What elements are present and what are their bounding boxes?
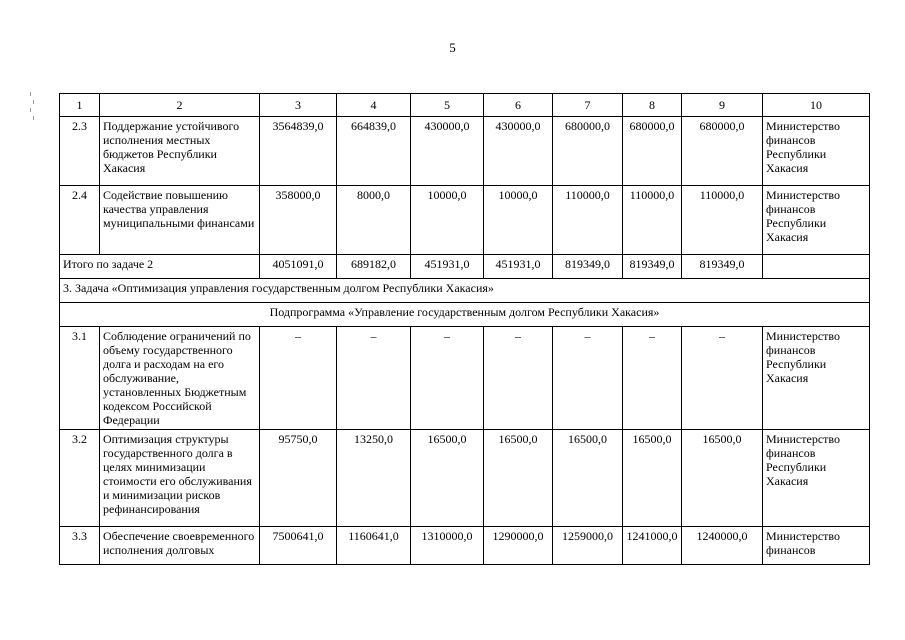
total-value: 819349,0 [553,255,623,279]
header-row [60,94,870,117]
value-cell: 680000,0 [553,117,623,186]
header-cell: 7 [553,94,623,117]
value-cell: 10000,0 [411,186,484,255]
total-value: 689182,0 [337,255,411,279]
value-cell: 16500,0 [411,430,484,527]
value-cell: 7500641,0 [260,527,337,565]
table-row [60,430,870,527]
value-cell: 1310000,0 [411,527,484,565]
header-cell: 9 [682,94,763,117]
total-row [60,255,870,279]
header-cell: 5 [411,94,484,117]
budget-table [59,93,870,565]
total-value: 451931,0 [411,255,484,279]
header-cell: 4 [337,94,411,117]
value-cell: – [553,327,623,430]
executor-cell: Министерство финансов Республики Хакасия [763,327,870,430]
header-cell: 1 [60,94,100,117]
value-cell: – [682,327,763,430]
value-cell: 10000,0 [484,186,553,255]
value-cell: 1290000,0 [484,527,553,565]
row-name: Оптимизация структуры государственного долга в целях минимизации стоимости его обслуживания и минимизации рисков рефинансирования [100,430,260,527]
value-cell: – [484,327,553,430]
row-number: 3.2 [60,430,100,527]
value-cell: – [260,327,337,430]
value-cell: 664839,0 [337,117,411,186]
task-heading-row [60,279,870,303]
margin-marks [30,92,38,122]
value-cell: 430000,0 [411,117,484,186]
total-value: 819349,0 [623,255,682,279]
value-cell: 13250,0 [337,430,411,527]
value-cell: 8000,0 [337,186,411,255]
header-cell: 3 [260,94,337,117]
executor-cell: Министерство финансов Республики Хакасия [763,430,870,527]
value-cell: 430000,0 [484,117,553,186]
subprogram-heading: Подпрограмма «Управление государственным долгом Республики Хакасия» [60,303,870,327]
total-value: 451931,0 [484,255,553,279]
total-empty-cell [763,255,870,279]
value-cell: 680000,0 [682,117,763,186]
subprogram-row [60,303,870,327]
executor-cell: Министерство финансов Республики Хакасия [763,186,870,255]
header-cell: 2 [100,94,260,117]
value-cell: – [411,327,484,430]
value-cell: – [623,327,682,430]
value-cell: 1160641,0 [337,527,411,565]
value-cell: 95750,0 [260,430,337,527]
value-cell: 16500,0 [553,430,623,527]
row-name: Содействие повышению качества управления муниципальными финансами [100,186,260,255]
header-cell: 10 [763,94,870,117]
page-number: 5 [449,40,456,55]
row-number: 3.1 [60,327,100,430]
table-row [60,527,870,565]
value-cell: 1240000,0 [682,527,763,565]
total-label: Итого по задаче 2 [60,255,260,279]
row-name: Обеспечение своевременного исполнения долговых [100,527,260,565]
table-row [60,327,870,430]
table-row [60,186,870,255]
total-value: 819349,0 [682,255,763,279]
value-cell: 1259000,0 [553,527,623,565]
value-cell: 110000,0 [682,186,763,255]
value-cell: 358000,0 [260,186,337,255]
value-cell: 110000,0 [623,186,682,255]
value-cell: 16500,0 [682,430,763,527]
value-cell: 16500,0 [484,430,553,527]
executor-cell: Министерство финансов Республики Хакасия [763,117,870,186]
value-cell: 110000,0 [553,186,623,255]
header-cell: 8 [623,94,682,117]
value-cell: 3564839,0 [260,117,337,186]
row-number: 3.3 [60,527,100,565]
executor-cell: Министерство финансов [763,527,870,565]
row-number: 2.3 [60,117,100,186]
header-cell: 6 [484,94,553,117]
row-number: 2.4 [60,186,100,255]
table-row [60,117,870,186]
value-cell: 16500,0 [623,430,682,527]
task-heading: 3. Задача «Оптимизация управления государственным долгом Республики Хакасия» [60,279,870,303]
value-cell: – [337,327,411,430]
value-cell: 680000,0 [623,117,682,186]
total-value: 4051091,0 [260,255,337,279]
value-cell: 1241000,0 [623,527,682,565]
row-name: Соблюдение ограничений по объему государственного долга и расходам на его обслуживание, установленных Бюджетным кодексом Российской Федерации [100,327,260,430]
row-name: Поддержание устойчивого исполнения местных бюджетов Республики Хакасия [100,117,260,186]
